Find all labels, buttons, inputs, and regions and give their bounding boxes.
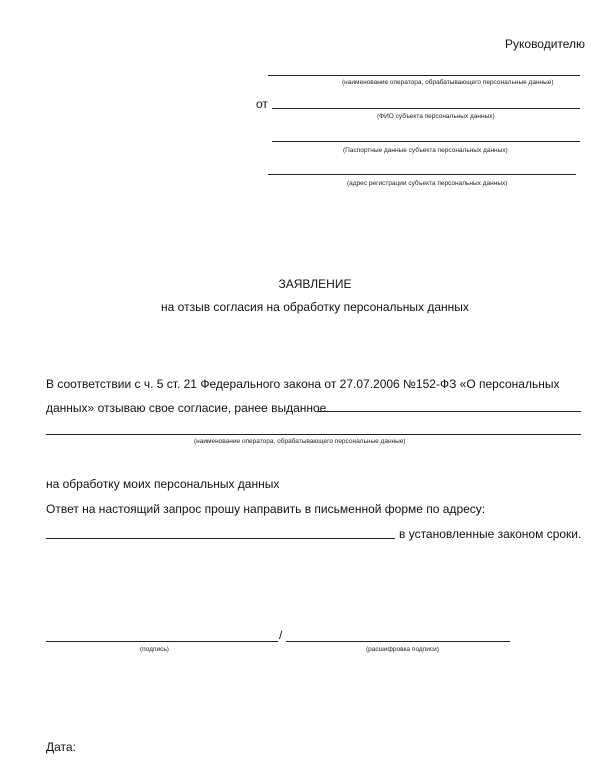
previous-consent-line[interactable] [318,411,581,412]
signature-line[interactable] [46,641,278,642]
reply-address-line[interactable] [46,538,395,539]
address-line[interactable] [268,174,576,175]
fio-caption: (ФИО субъекта персональных данных) [377,113,495,120]
fio-line[interactable] [272,108,580,109]
operator-name-line[interactable] [268,75,580,76]
passport-line[interactable] [272,141,580,142]
signature-decoding-caption: (расшифровка подписи) [366,646,439,653]
date-label: Дата: [46,740,76,754]
passport-caption: (Паспортные данные субъекта персональных данных) [343,147,508,154]
body-line-4: Ответ на настоящий запрос прошу направить в письменной форме по адресу: [46,502,486,516]
consent-operator-caption: (наименование оператора, обрабатывающего персональные данные) [194,438,406,445]
addressee-label: Руководителю [505,37,586,51]
signature-caption: (подпись) [140,646,169,653]
document-title: ЗАЯВЛЕНИЕ [278,277,352,291]
document-subtitle: на отзыв согласия на обработку персональных данных [161,300,469,314]
from-label: от [256,97,268,111]
address-caption: (адрес регистрации субъекта персональных данных) [347,180,508,187]
operator-name-caption: (наименование оператора, обрабатывающего персональные данные) [342,79,554,86]
body-line-5-suffix: в установленные законом сроки. [399,527,582,541]
signature-decoding-line[interactable] [286,641,510,642]
consent-operator-line[interactable] [46,434,581,435]
body-line-2: данных» отзываю свое согласие, ранее выданное [46,401,327,415]
body-line-1: В соответствии с ч. 5 ст. 21 Федерального закона от 27.07.2006 №152-ФЗ «О персональных [46,377,560,391]
signature-separator: / [279,628,283,642]
body-line-3: на обработку моих персональных данных [46,477,280,491]
